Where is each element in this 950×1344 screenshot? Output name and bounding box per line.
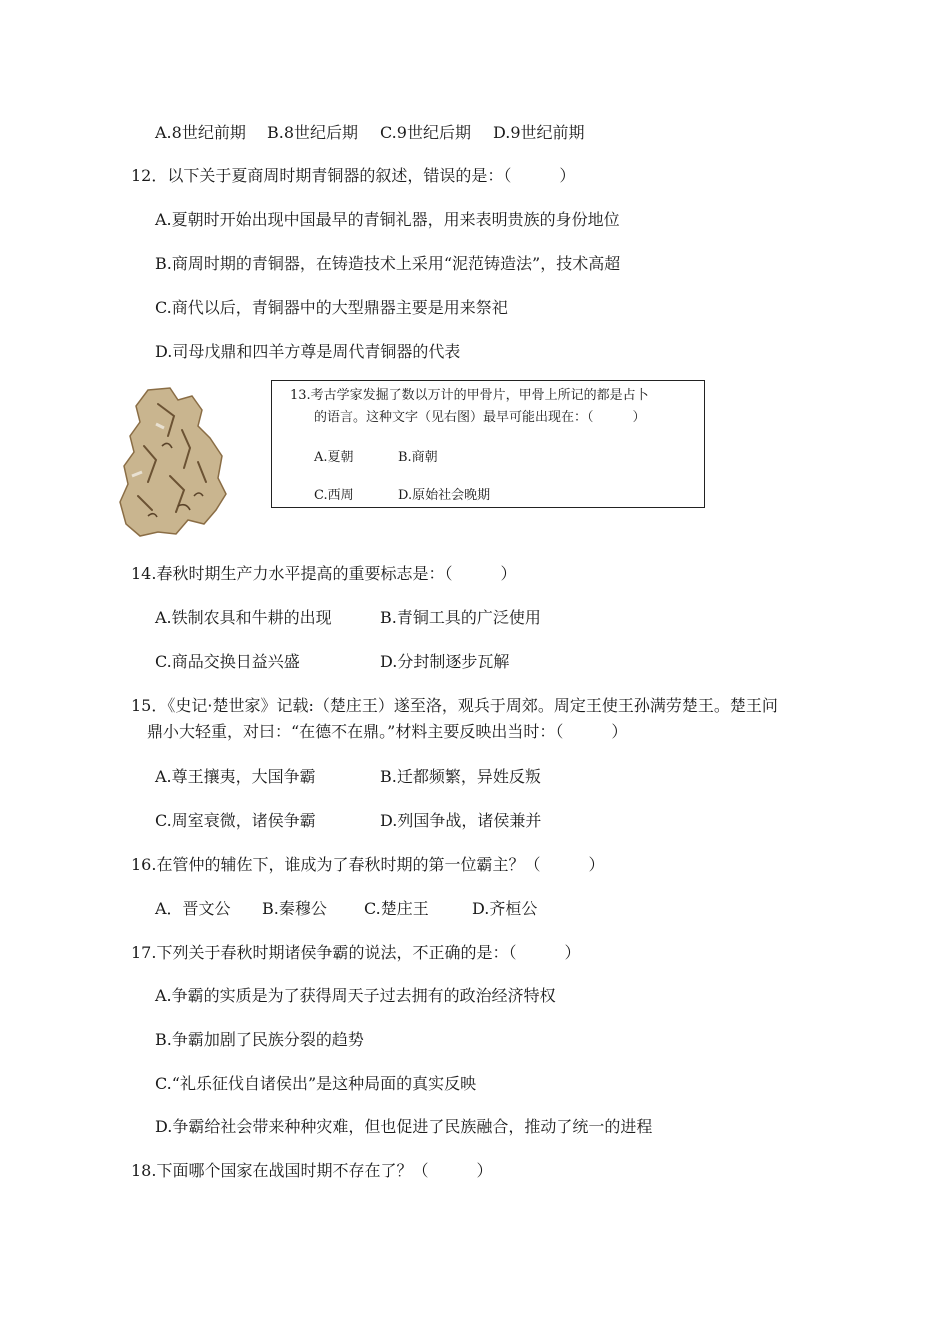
q16-option-c: C.楚庄王 bbox=[364, 899, 429, 918]
q14-stem: 14.春秋时期生产力水平提高的重要标志是：（ ） bbox=[131, 564, 517, 583]
q13-box bbox=[271, 380, 705, 508]
q16-option-d: D.齐桓公 bbox=[472, 899, 538, 918]
q17-option-c: C.“礼乐征伐自诸侯出”是这种局面的真实反映 bbox=[155, 1074, 477, 1093]
q14-option-b: B.青铜工具的广泛使用 bbox=[380, 608, 541, 627]
q16-option-b: B.秦穆公 bbox=[262, 899, 327, 918]
q12-stem: 12．以下关于夏商周时期青铜器的叙述，错误的是：（ ） bbox=[131, 166, 576, 185]
q15-stem-line1: 15．《史记·楚世家》记载:（楚庄王）遂至洛，观兵于周郊。周定王使王孙满劳楚王。楚王问 bbox=[131, 696, 778, 715]
q14-option-d: D.分封制逐步瓦解 bbox=[380, 652, 510, 671]
q13-option-d: D.原始社会晚期 bbox=[398, 488, 491, 503]
q18-stem: 18.下面哪个国家在战国时期不存在了？（ ） bbox=[131, 1161, 493, 1180]
q11-option-c: C.9世纪后期 bbox=[380, 123, 471, 142]
q15-stem-line2: 鼎小大轻重，对曰：“在德不在鼎。”材料主要反映出当时：（ ） bbox=[147, 722, 628, 741]
q15-option-d: D.列国争战，诸侯兼并 bbox=[380, 811, 542, 830]
q17-stem: 17.下列关于春秋时期诸侯争霸的说法，不正确的是：（ ） bbox=[131, 943, 581, 962]
q13-option-b: B.商朝 bbox=[398, 450, 438, 465]
q16-option-a: A．晋文公 bbox=[155, 899, 231, 918]
q13-option-a: A.夏朝 bbox=[314, 450, 354, 465]
q13-stem-line2: 的语言。这种文字（见右图）最早可能出现在：（ ） bbox=[314, 410, 646, 425]
q12-option-c: C.商代以后，青铜器中的大型鼎器主要是用来祭祀 bbox=[155, 298, 508, 317]
q17-option-a: A.争霸的实质是为了获得周天子过去拥有的政治经济特权 bbox=[155, 986, 556, 1005]
q17-option-d: D.争霸给社会带来种种灾难，但也促进了民族融合，推动了统一的进程 bbox=[155, 1117, 653, 1136]
q13-stem-line1: 13.考古学家发掘了数以万计的甲骨片，甲骨上所记的都是占卜 bbox=[290, 388, 649, 403]
q13-option-c: C.西周 bbox=[314, 488, 354, 503]
q15-option-a: A.尊王攘夷，大国争霸 bbox=[155, 767, 316, 786]
q12-option-d: D.司母戊鼎和四羊方尊是周代青铜器的代表 bbox=[155, 342, 461, 361]
q15-option-b: B.迁都频繁，异姓反叛 bbox=[380, 767, 541, 786]
q16-stem: 16.在管仲的辅佐下，谁成为了春秋时期的第一位霸主？（ ） bbox=[131, 855, 605, 874]
q12-option-a: A.夏朝时开始出现中国最早的青铜礼器，用来表明贵族的身份地位 bbox=[155, 210, 620, 229]
q17-option-b: B.争霸加剧了民族分裂的趋势 bbox=[155, 1030, 364, 1049]
q12-option-b: B.商周时期的青铜器，在铸造技术上采用“泥范铸造法”，技术高超 bbox=[155, 254, 621, 273]
q11-option-a: A.8世纪前期 bbox=[155, 123, 246, 142]
q15-option-c: C.周室衰微，诸侯争霸 bbox=[155, 811, 316, 830]
q11-option-b: B.8世纪后期 bbox=[267, 123, 359, 142]
q14-option-c: C.商品交换日益兴盛 bbox=[155, 652, 300, 671]
q11-option-d: D.9世纪前期 bbox=[493, 123, 585, 142]
q14-option-a: A.铁制农具和牛耕的出现 bbox=[155, 608, 332, 627]
oracle-bone-image bbox=[118, 386, 230, 538]
